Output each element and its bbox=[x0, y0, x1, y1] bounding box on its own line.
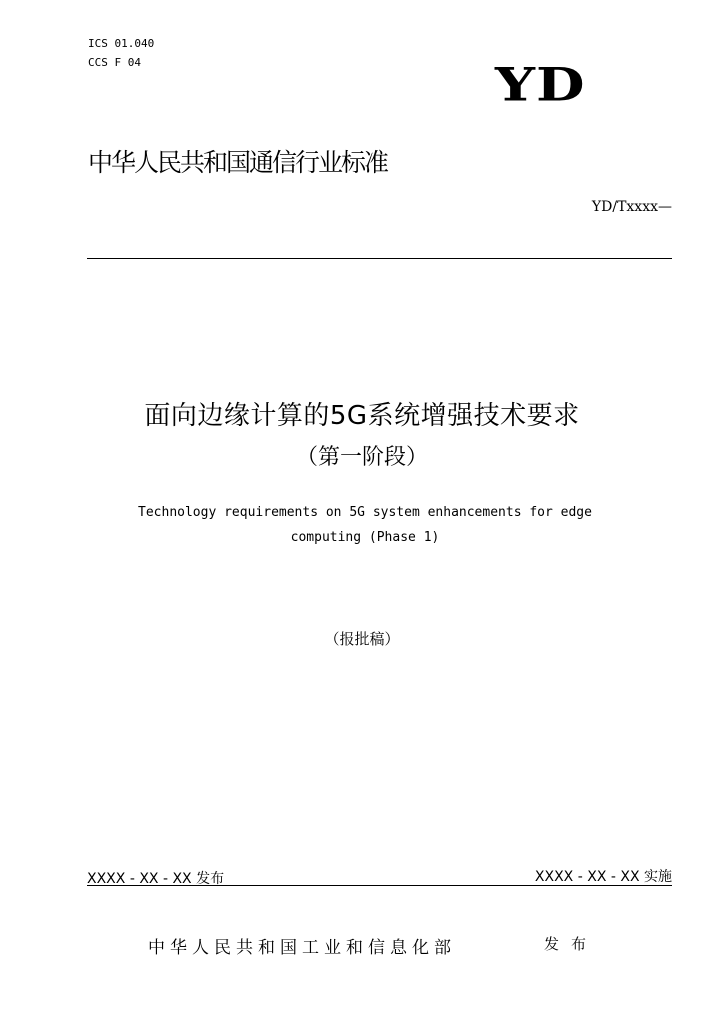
header-divider bbox=[87, 258, 672, 259]
standard-type-heading: 中华人民共和国通信行业标准 bbox=[88, 148, 388, 177]
ics-code: ICS 01.040 bbox=[88, 37, 155, 50]
footer-divider bbox=[87, 885, 672, 886]
publish-date: XXXX - XX - XX 发布 bbox=[87, 871, 225, 887]
document-title-chinese: 面向边缘计算的5G系统增强技术要求 bbox=[144, 401, 580, 431]
standard-number: YD/Txxxx— bbox=[591, 199, 672, 215]
yd-logo: YD bbox=[495, 57, 586, 113]
document-subtitle-chinese: （第一阶段） bbox=[295, 445, 428, 470]
issuing-authority: 中华人民共和国工业和信息化部 bbox=[148, 938, 456, 958]
implement-date: XXXX - XX - XX 实施 bbox=[534, 869, 672, 885]
issue-label: 发布 bbox=[544, 935, 599, 953]
ccs-code: CCS F 04 bbox=[88, 56, 141, 69]
draft-status: （报批稿） bbox=[324, 630, 400, 648]
document-title-english: Technology requirements on 5G system enhancements for edge computing (Phase 1) bbox=[138, 505, 592, 545]
